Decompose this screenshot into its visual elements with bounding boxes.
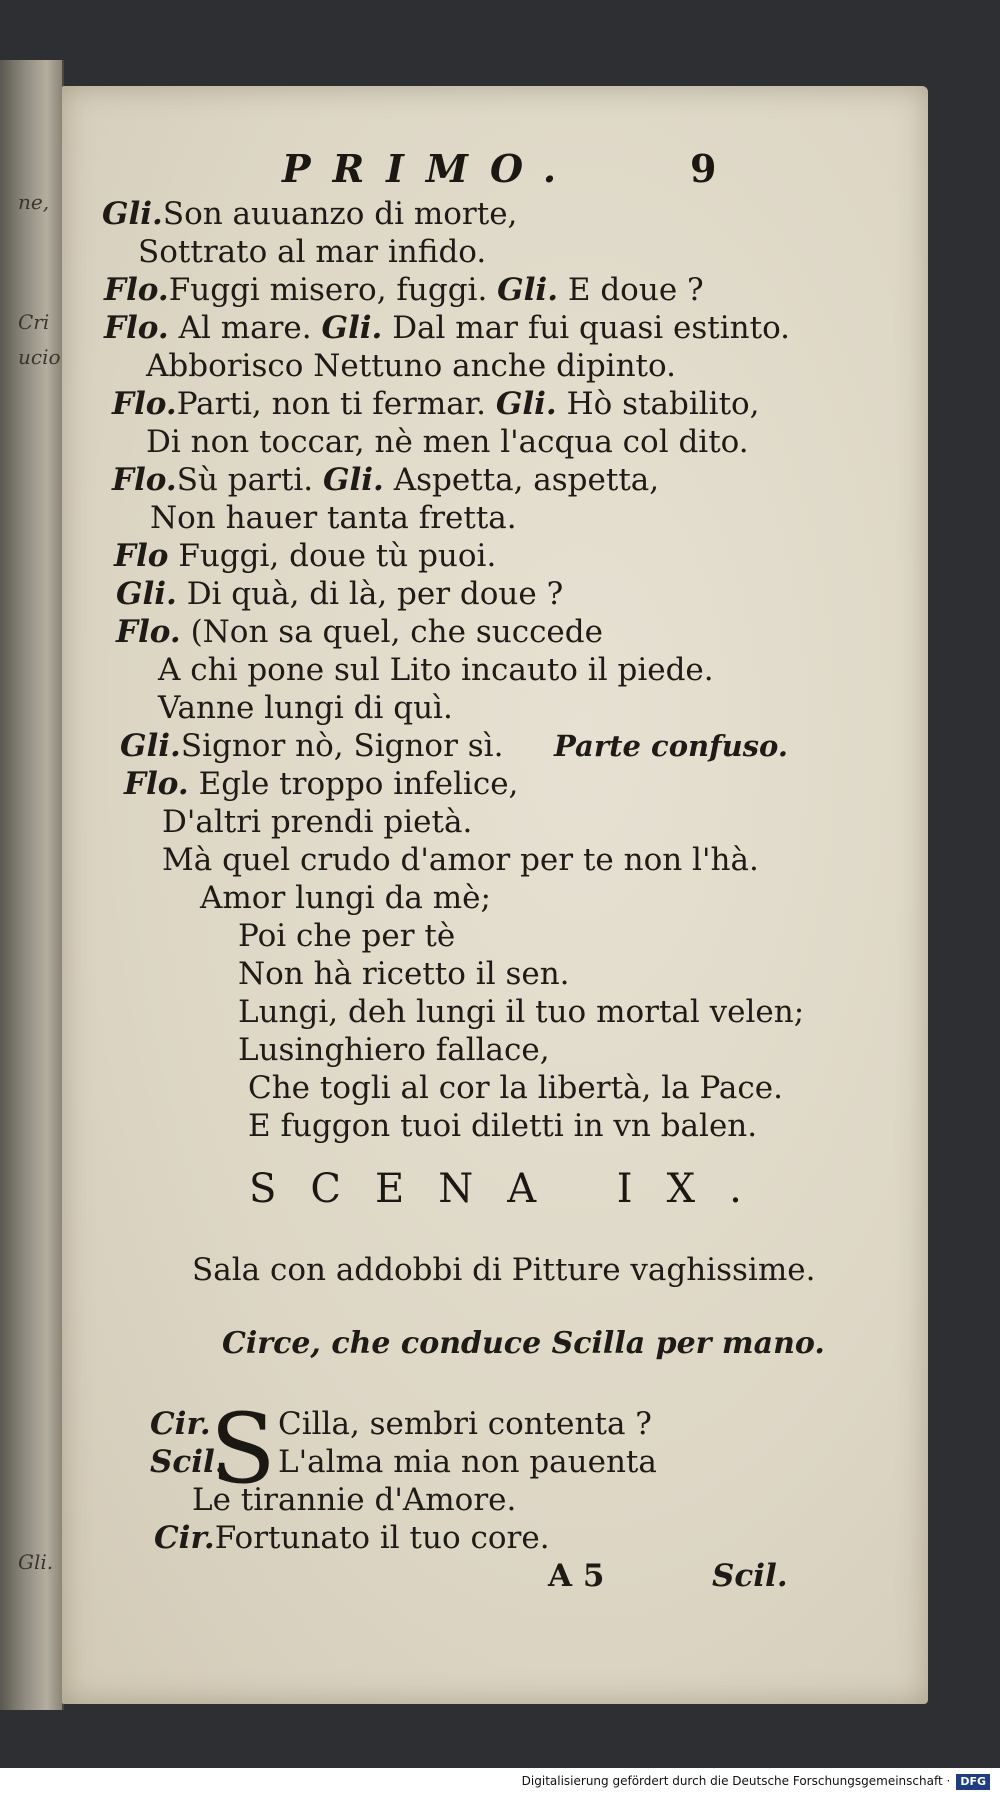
dialogue-line: [238, 994, 804, 1030]
dialogue-line: [124, 766, 518, 802]
line-text: Egle troppo infelice,: [198, 766, 519, 802]
line-text: Lusinghiero fallace,: [238, 1032, 550, 1068]
dialogue-line: [154, 1520, 550, 1556]
scene-heading: SCENA IX.: [249, 1166, 776, 1212]
digitization-credit-bar: [0, 1768, 1000, 1794]
speaker: Gli.: [321, 310, 383, 346]
dialogue-line: [158, 652, 714, 688]
speaker: Gli.: [120, 728, 181, 764]
margin-fragment: Gli.: [18, 1550, 54, 1574]
speaker: Flo.: [104, 272, 169, 308]
line-text: A chi pone sul Lito incauto il piede.: [158, 652, 714, 688]
speaker: Flo: [114, 538, 169, 574]
dialogue-line: [248, 1070, 783, 1106]
line-text: Parti, non ti fermar.: [176, 386, 487, 422]
signature-mark: A 5: [548, 1558, 605, 1594]
drop-capital: S: [210, 1393, 276, 1505]
margin-fragment: ucio: [18, 345, 61, 369]
catchword: Scil.: [712, 1558, 788, 1594]
speaker: Cir.: [150, 1406, 211, 1442]
speaker: Flo.: [112, 386, 177, 422]
line-text: Fuggi, doue tù puoi.: [178, 538, 497, 574]
line-text: Son auuanzo di morte,: [162, 196, 518, 232]
speaker: Gli.: [323, 462, 384, 498]
dialogue-line: [104, 272, 704, 308]
dialogue-line: [150, 500, 517, 536]
dialogue-line: [248, 1108, 757, 1144]
stage-direction: Parte confuso.: [554, 729, 788, 763]
dialogue-line: [104, 310, 790, 346]
credit-text: Digitalisierung gefördert durch die Deutsche Forschungsgemeinschaft ·: [521, 1774, 951, 1788]
dialogue-line: [238, 956, 570, 992]
line-text: Al mare.: [178, 310, 312, 346]
speaker: Gli.: [116, 576, 177, 612]
line-text: Amor lungi da mè;: [200, 880, 491, 916]
line-text: Dal mar fui quasi estinto.: [392, 310, 791, 346]
line-text: Fortunato il tuo core.: [214, 1520, 550, 1556]
line-text: E doue ?: [567, 272, 704, 308]
line-text: Sottrato al mar infido.: [138, 234, 487, 270]
dialogue-line: [114, 538, 496, 574]
dialogue-line: [102, 196, 517, 232]
margin-fragment: Cri: [18, 310, 50, 334]
speaker: Gli.: [497, 272, 558, 308]
line-text: Mà quel crudo d'amor per te non l'hà.: [162, 842, 759, 878]
dialogue-line: [146, 348, 676, 384]
running-title: PRIMO.: [282, 146, 579, 191]
scene-setting: Sala con addobbi di Pitture vaghissime.: [192, 1252, 816, 1288]
speaker: Scil.: [150, 1444, 226, 1480]
speaker: Gli.: [102, 196, 163, 232]
dialogue-line: [238, 918, 455, 954]
dialogue-line: [116, 576, 563, 612]
line-text: Non hauer tanta fretta.: [150, 500, 517, 536]
dialogue-line: [138, 234, 486, 270]
speaker: Gli.: [495, 386, 557, 422]
margin-fragment: ne,: [18, 190, 50, 214]
dialogue-line: [112, 386, 760, 422]
page-number: 9: [690, 146, 717, 191]
line-text: Cilla, sembri contenta ?: [278, 1406, 652, 1442]
line-text: Lungi, deh lungi il tuo mortal velen;: [238, 994, 805, 1030]
line-text: Abborisco Nettuno anche dipinto.: [146, 348, 676, 384]
speaker: Cir.: [154, 1520, 215, 1556]
line-text: E fuggon tuoi diletti in vn balen.: [248, 1108, 758, 1144]
line-text: L'alma mia non pauenta: [278, 1444, 657, 1480]
line-text: (Non sa quel, che succede: [190, 614, 603, 650]
dialogue-line: [162, 804, 472, 840]
book-page: [62, 86, 928, 1704]
speaker: Flo.: [116, 614, 181, 650]
line-text: Hò stabilito,: [566, 386, 760, 422]
speaker: Flo.: [112, 462, 177, 498]
dfg-logo: DFG: [956, 1774, 990, 1790]
line-text: Che togli al cor la libertà, la Pace.: [248, 1070, 783, 1106]
line-text: Di quà, di là, per doue ?: [186, 576, 564, 612]
dialogue-line: [158, 690, 453, 726]
dialogue-line: [162, 842, 759, 878]
dialogue-line: [120, 728, 503, 764]
dialogue-line: [116, 614, 603, 650]
dialogue-line: [146, 424, 749, 460]
line-text: Non hà ricetto il sen.: [238, 956, 570, 992]
line-text: D'altri prendi pietà.: [162, 804, 473, 840]
dialogue-line: [112, 462, 659, 498]
line-text: Fuggi misero, fuggi.: [168, 272, 488, 308]
speaker: Flo.: [124, 766, 189, 802]
facing-page-edge: [0, 60, 64, 1710]
line-text: Le tirannie d'Amore.: [192, 1482, 517, 1518]
dialogue-line: [238, 1032, 550, 1068]
line-text: Aspetta, aspetta,: [393, 462, 660, 498]
line-text: Vanne lungi di quì.: [158, 690, 453, 726]
line-text: Poi che per tè: [238, 918, 456, 954]
scene-stage-direction: Circe, che conduce Scilla per mano.: [222, 1326, 825, 1361]
speaker: Flo.: [104, 310, 169, 346]
line-text: Di non toccar, nè men l'acqua col dito.: [146, 424, 749, 460]
line-text: Sù parti.: [176, 462, 314, 498]
line-text: Signor nò, Signor sì.: [180, 728, 504, 764]
dialogue-line: [200, 880, 491, 916]
